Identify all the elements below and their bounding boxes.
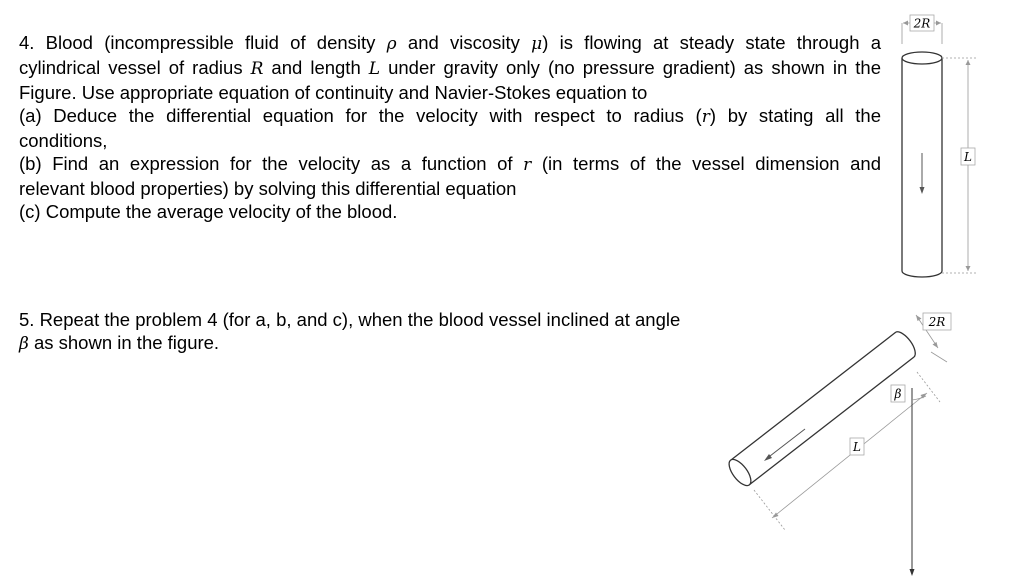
diameter-label: 2R <box>913 16 931 31</box>
dim-tick <box>931 352 947 362</box>
flow-arrow-icon <box>920 187 925 194</box>
problem-4-line-2: cylindrical vessel of radius R and length L under gravity only (no pressure gradient) as shown in the <box>19 57 881 79</box>
vessel-lower-opening <box>725 456 755 489</box>
length-extension-bottom <box>754 490 785 530</box>
problem-4-part-b-cont: relevant blood properties) by solving this differential equation <box>19 178 517 199</box>
problem-4-part-a: (a) Deduce the differential equation for the velocity with respect to radius (r) by stating all the <box>19 105 882 127</box>
vertical-vessel-figure <box>890 8 980 290</box>
angle-label: β <box>894 387 902 401</box>
problem-4-part-a-cont: conditions, <box>19 130 108 151</box>
arrowhead-bottom-icon <box>966 266 971 271</box>
problem-5 <box>19 308 739 356</box>
problem-4-part-b: (b) Find an expression for the velocity as a function of r (in terms of the vessel dimension and <box>19 153 881 175</box>
length-extension-top <box>917 372 940 402</box>
flow-direction-line <box>770 429 805 456</box>
length-label: L <box>964 150 972 164</box>
vessel-bottom-edge <box>902 271 942 277</box>
vessel-lower-wall <box>749 357 914 485</box>
arrowhead-upper-icon <box>916 315 922 321</box>
problem-5-line-1: 5. Repeat the problem 4 (for a, b, and c), when the blood vessel inclined at angle <box>19 309 681 330</box>
problem-4 <box>19 31 881 223</box>
arrowhead-lower-icon <box>933 342 939 348</box>
vessel-top-opening <box>902 52 942 64</box>
problem-4-line-1: 4. Blood (incompressible fluid of density ρ and viscosity μ) is flowing at steady state through a <box>19 32 882 54</box>
length-dimension-line <box>772 393 927 518</box>
problem-4-part-c: (c) Compute the average velocity of the blood. <box>19 201 398 222</box>
gravity-arrow-icon <box>910 569 915 576</box>
arrowhead-left-icon <box>903 21 908 26</box>
diameter-label: 2R <box>928 315 946 329</box>
length-label: L <box>853 440 861 454</box>
arrowhead-right-icon <box>936 21 941 26</box>
arrowhead-top-icon <box>966 60 971 65</box>
problem-5-line-2: β as shown in the figure. <box>19 332 220 354</box>
inclined-vessel-figure <box>715 300 980 578</box>
vessel-upper-wall <box>731 332 896 460</box>
problem-4-line-3: Figure. Use appropriate equation of continuity and Navier-Stokes equation to <box>19 82 648 103</box>
vessel-upper-edge <box>896 332 915 357</box>
